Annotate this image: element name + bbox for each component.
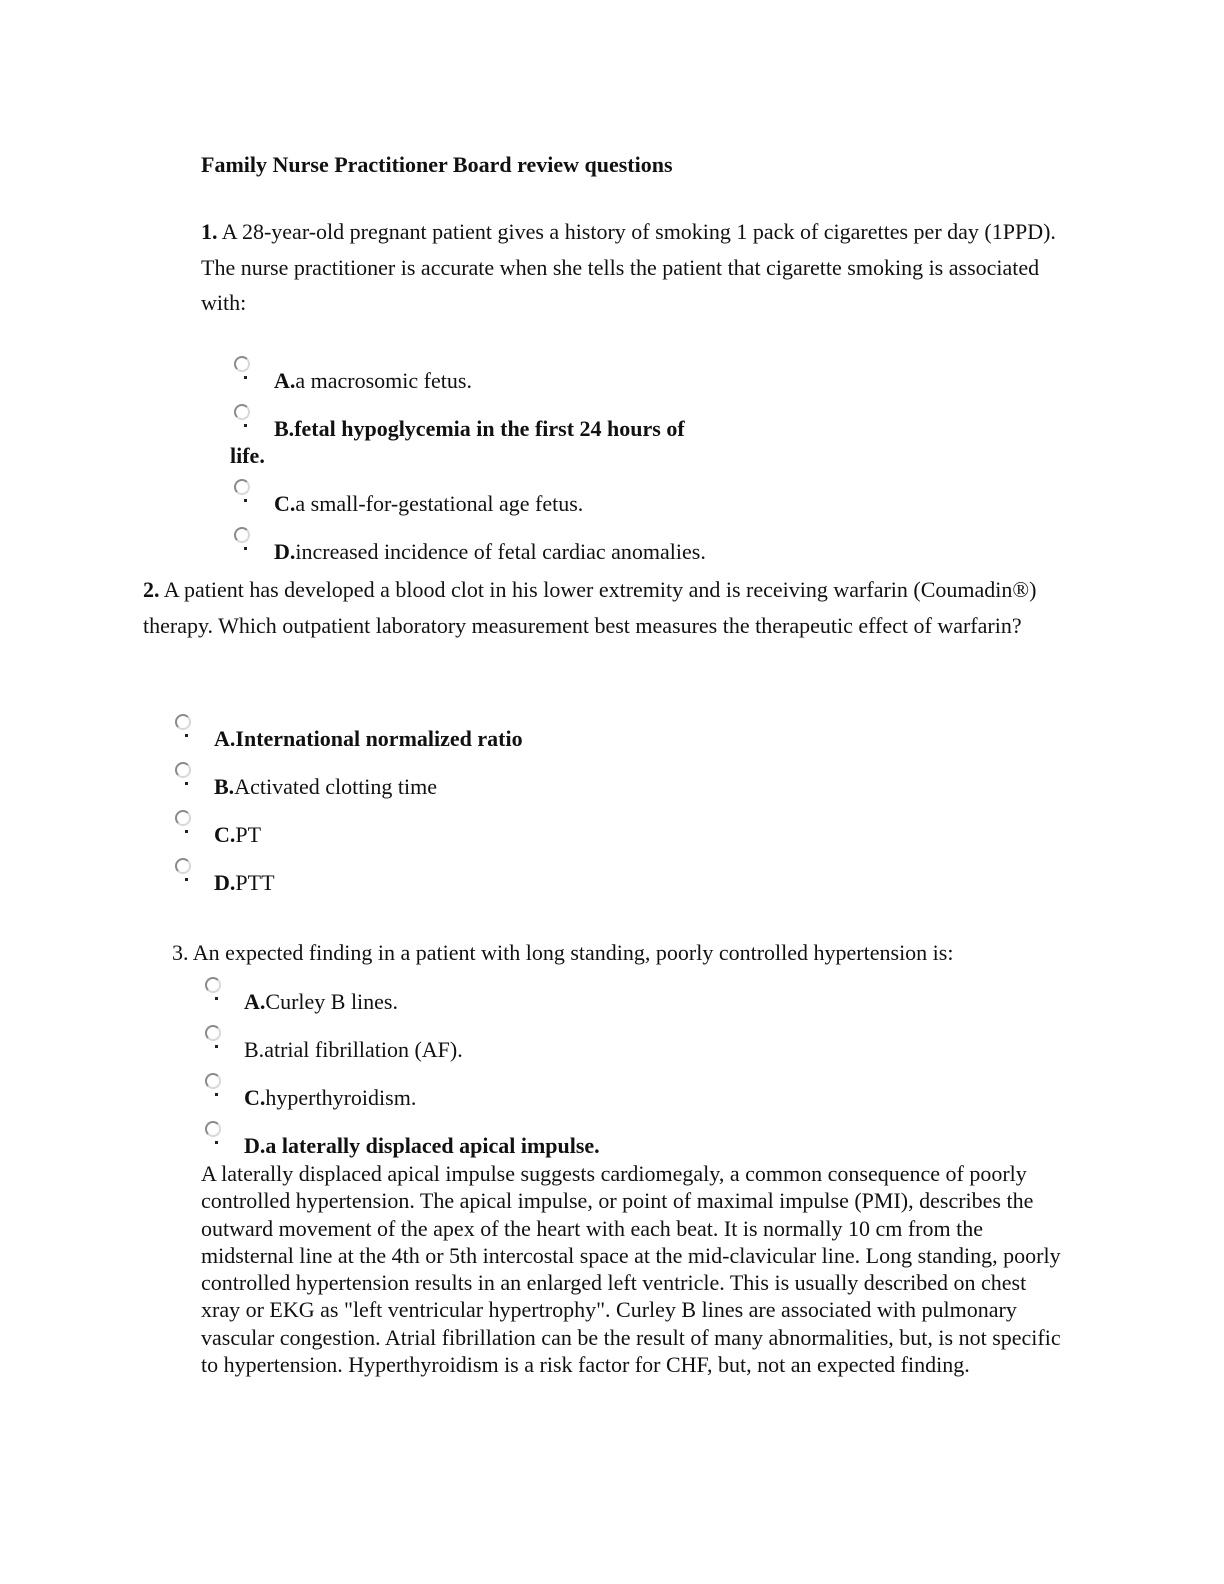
option-q1-b-continuation: life. (230, 443, 265, 468)
option-letter: A. (274, 368, 296, 393)
option-q1-c (274, 491, 583, 517)
option-text: Curley B lines. (265, 989, 398, 1014)
option-letter: B. (214, 774, 235, 799)
radio-q1-b[interactable] (234, 404, 250, 420)
radio-q2-a[interactable] (175, 714, 191, 730)
question-1-stem (201, 214, 1061, 321)
option-letter: C. (274, 491, 296, 516)
radio-q1-c[interactable] (234, 479, 250, 495)
question-2-stem (143, 572, 1073, 643)
question-text: A patient has developed a blood clot in his lower extremity and is receiving warfarin (Coumadin®) therapy. Which outpatient laboratory measurement best measures the therapeutic effect of warfarin? (143, 577, 1037, 638)
option-q3-d (244, 1133, 600, 1159)
question-number: 1. (201, 219, 218, 244)
option-text: a small-for-gestational age fetus. (295, 491, 584, 516)
option-text: PTT (235, 870, 275, 895)
option-q3-b (244, 1037, 463, 1063)
radio-q3-c[interactable] (205, 1073, 221, 1089)
option-letter: B. (244, 1037, 265, 1062)
option-text: a laterally displaced apical impulse. (265, 1133, 600, 1158)
option-letter: C. (244, 1085, 266, 1110)
answer-explanation: A laterally displaced apical impulse suggests cardiomegaly, a common consequence of poorly controlled hypertension. The apical impulse, or point of maximal impulse (PMI), describes the outward movement of the apex of the heart with each beat. It is normally 10 cm from the midsternal line at the 4th or 5th intercostal space at the mid-clavicular line. Long standing, poorly controlled hypertension results in an enlarged left ventricle. This is usually described on chest xray or EKG as "left ventricular hypertrophy". Curley B lines are associated with pulmonary vascular congestion. Atrial fibrillation can be the result of many abnormalities, but, is not specific to hypertension. Hyperthyroidism is a risk factor for CHF, but, not an expected finding. (201, 1161, 1061, 1378)
option-q2-a (214, 726, 523, 752)
option-letter: D. (214, 870, 236, 895)
option-q3-a (244, 989, 398, 1015)
option-letter: B. (274, 416, 295, 441)
option-text: International normalized ratio (235, 726, 523, 751)
radio-q3-d[interactable] (205, 1121, 221, 1137)
radio-q1-d[interactable] (234, 527, 250, 543)
option-text: atrial fibrillation (AF). (264, 1037, 463, 1062)
document-title: Family Nurse Practitioner Board review questions (201, 152, 673, 177)
option-letter: C. (214, 822, 236, 847)
question-3-stem: 3. An expected finding in a patient with long standing, poorly controlled hypertension is: (172, 940, 954, 965)
option-q2-c (214, 822, 261, 848)
option-text: increased incidence of fetal cardiac anomalies. (295, 539, 706, 564)
option-q1-b (274, 416, 685, 442)
question-text: A 28-year-old pregnant patient gives a history of smoking 1 pack of cigarettes per day (1PPD). The nurse practitioner is accurate when she tells the patient that cigarette smoking is associated with: (201, 219, 1056, 315)
radio-q2-c[interactable] (175, 810, 191, 826)
option-letter: A. (244, 989, 266, 1014)
option-q2-d (214, 870, 275, 896)
option-text: hyperthyroidism. (265, 1085, 417, 1110)
option-text: PT (235, 822, 262, 847)
option-text: Activated clotting time (234, 774, 438, 799)
option-q2-b (214, 774, 437, 800)
option-letter: D. (244, 1133, 266, 1158)
option-q1-a (274, 368, 472, 394)
question-number: 2. (143, 577, 160, 602)
option-letter: A. (214, 726, 236, 751)
radio-q3-b[interactable] (205, 1025, 221, 1041)
option-q3-c (244, 1085, 416, 1111)
radio-q2-d[interactable] (175, 858, 191, 874)
radio-q3-a[interactable] (205, 977, 221, 993)
radio-q2-b[interactable] (175, 762, 191, 778)
option-q1-d (274, 539, 706, 565)
option-text: fetal hypoglycemia in the first 24 hours of (294, 416, 685, 441)
option-letter: D. (274, 539, 296, 564)
option-text: a macrosomic fetus. (295, 368, 472, 393)
radio-q1-a[interactable] (234, 356, 250, 372)
